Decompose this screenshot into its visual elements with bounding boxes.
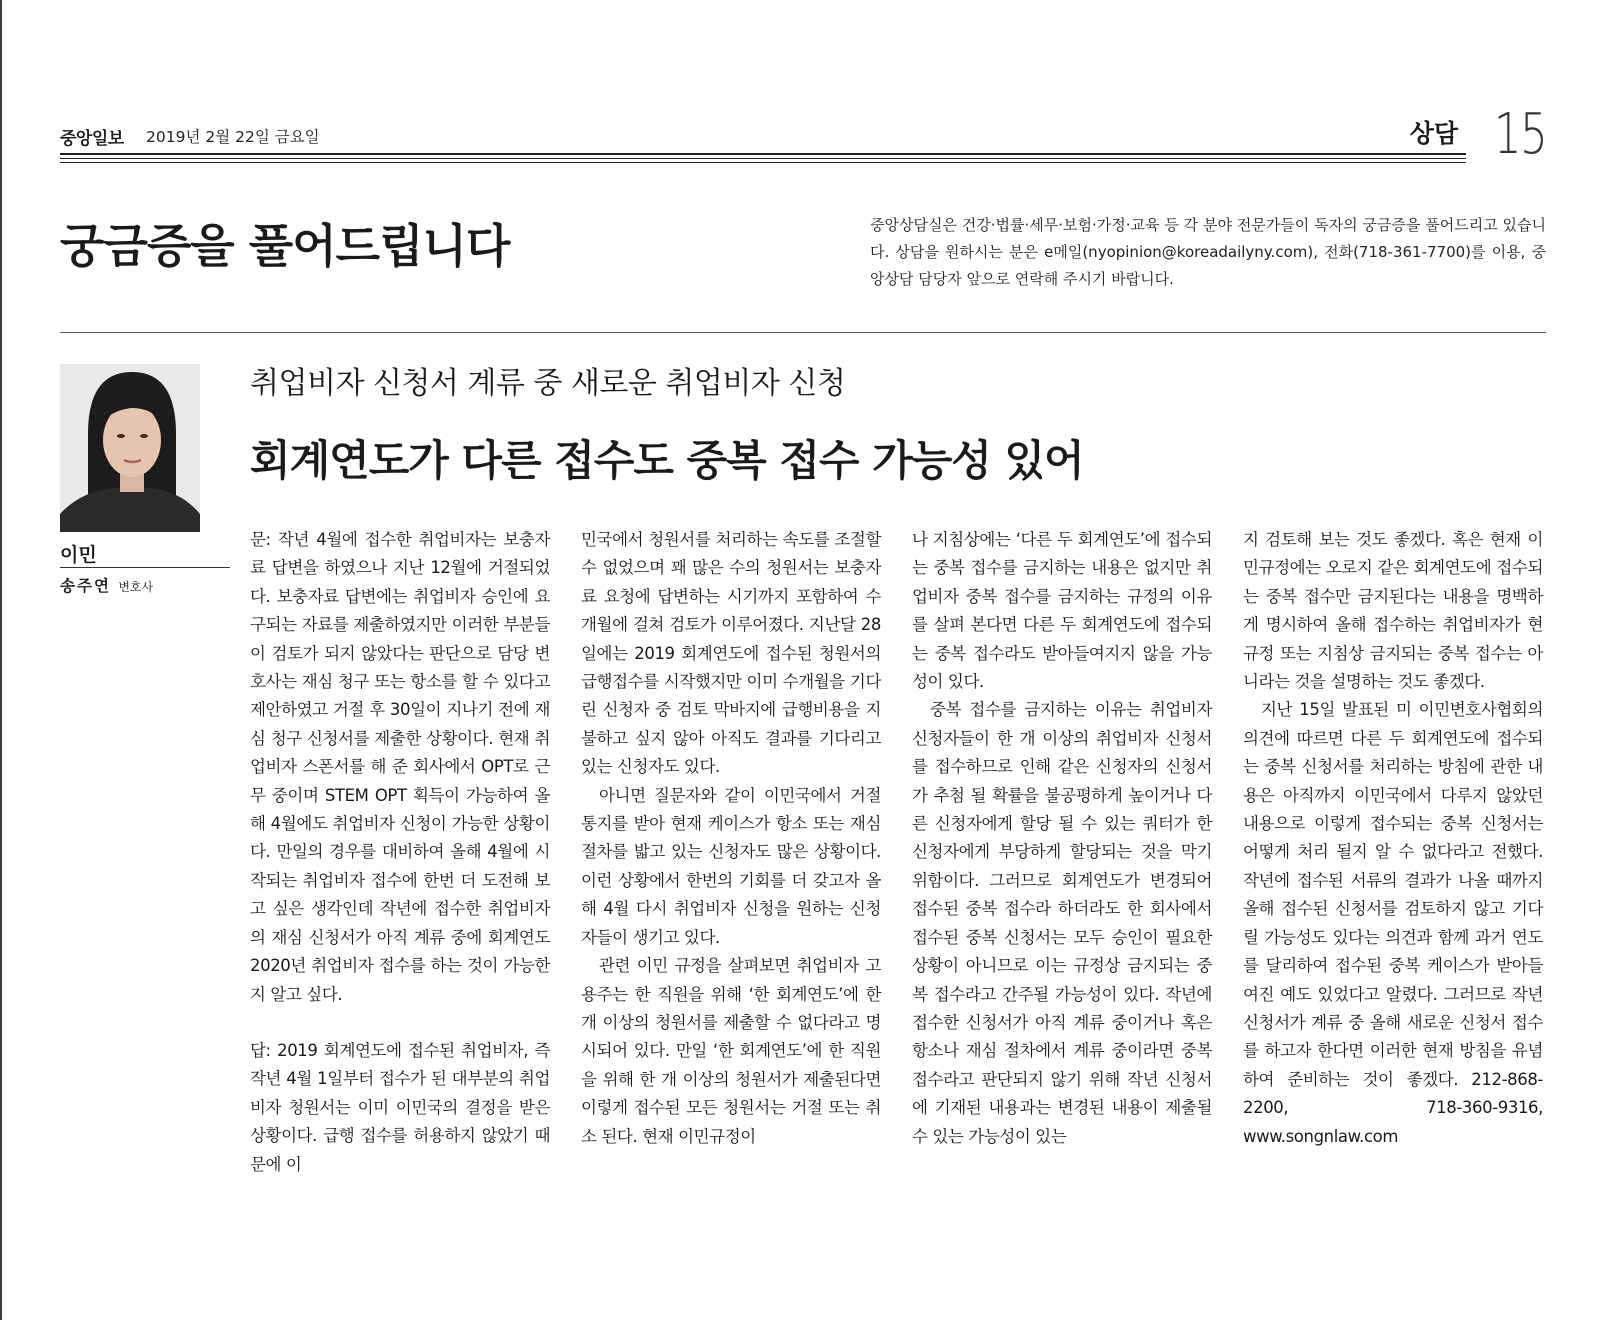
body-paragraph: 아니면 질문자와 같이 이민국에서 거절 통지를 받아 현재 케이스가 항소 또는 재심 절차를 밟고 있는 신청자도 많은 상황이다. 이런 상황에서 한번의 기회를 더 갖고자 올해 4월 다시 취업비자 신청을 원하는 신청자들이 생기고 있다. (581, 785, 881, 947)
section-divider (60, 332, 1546, 333)
section-description: 중앙상담실은 건강·법률·세무·보험·가정·교육 등 각 분야 전문가들이 독자의 궁금증을 풀어드리고 있습니다. 상담을 원하시는 분은 e메일(nyopinion@koreadailyny.com), 전화(718-361-7700)를 이용, 중앙상담 담당자 앞으로 연락해 주시기 바랍니다. (870, 216, 1546, 288)
body-paragraph: 지난 15일 발표된 미 이민변호사협회의 의견에 따르면 다른 두 회계연도에 접수되는 중복 신청서를 처리하는 방침에 관한 내용은 아직까지 이민국에서 다루지 않았던 내용으로 이렇게 접수되는 중복 신청서는 어떻게 처리 될지 알 수 없다라고 전했다. 작년에 접수된 서류의 결과가 나올 때까지 올해 접수된 신청서를 검토하지 않고 기다릴 가능성도 있다는 의견과 함께 과거 연도를 달리하여 접수된 중복 케이스가 받아들여진 예도 있었다고 알렸다. 그러므로 작년 신청서가 계류 중 올해 새로운 신청서 접수를 하고자 한다면 이러한 현재 방침을 유념하여 준비하는 것이 좋겠다. 212-868-2200, 718-360-9316, www.songnlaw.com (1243, 700, 1543, 1146)
body-paragraph: 관련 이민 규정을 살펴보면 취업비자 고용주는 한 직원을 위해 ‘한 회계연도’에 한 개 이상의 청원서를 제출할 수 없다라고 명시되어 있다. 만일 ‘한 회계연도’에 한 직원을 위해 한 개 이상의 청원서가 제출된다면 이렇게 접수된 모든 청원서는 거절 또는 취소 된다. 현재 이민규정이 (581, 956, 881, 1146)
article-category: 이민 (60, 544, 97, 566)
author-portrait-image (60, 364, 200, 532)
masthead-logo: 중앙일보 (60, 129, 124, 149)
issue-date: 2019년 2월 22일 금요일 (146, 128, 320, 146)
article-column-2 (581, 526, 881, 1151)
article-column-4 (1243, 526, 1543, 1151)
question-paragraph: 문: 작년 4월에 접수한 취업비자는 보충자료 답변을 하였으나 지난 12월에 거절되었다. 보충자료 답변에는 취업비자 승인에 요구되는 자료를 제출하였지만 이러한 부분들이 검토가 되지 않았다는 판단으로 담당 변호사는 재심 청구 또는 항소를 할 수 있다고 제안하였고 거절 후 30일이 지나기 전에 재심 청구 신청서를 제출한 상황이다. 현재 취업비자 스폰서를 해 준 회사에서 OPT로 근무 중이며 STEM OPT 획득이 가능하여 올해 4월에도 취업비자 신청이 가능한 상황이다. 만일의 경우를 대비하여 올해 4월에 시작되는 취업비자 접수에 한번 더 도전해 보고 싶은 생각인데 작년에 접수한 취업비자의 재심 신청서가 아직 계류 중에 회계연도 2020년 취업비자 접수를 하는 것이 가능한지 알고 싶다. (250, 530, 550, 1004)
article-headline: 회계연도가 다른 접수도 중복 접수 가능성 있어 (250, 436, 1084, 485)
header-rule-thin (60, 158, 1466, 159)
author-name: 송주연 (60, 577, 111, 595)
byline-rule (60, 567, 230, 568)
body-paragraph: 민국에서 청원서를 처리하는 속도를 조절할 수 없었으며 꽤 많은 수의 청원서는 보충자료 요청에 답변하는 시기까지 포함하여 수개월에 걸쳐 검토가 이루어졌다. 지난달 28일에는 2019 회계연도에 접수된 청원서의 급행접수를 시작했지만 이미 수개월을 기다린 신청자 중 검토 막바지에 급행비용을 지불하고 싶지 않아 아직도 결과를 기다리고 있는 신청자도 있다. (581, 530, 881, 777)
author-byline (60, 574, 153, 596)
article-column-3 (912, 526, 1212, 1151)
header-rule-thick (60, 153, 1466, 155)
page-number: 15 (1493, 102, 1546, 167)
header-rule-thin-2 (60, 162, 1466, 163)
author-role: 변호사 (118, 580, 154, 594)
section-label: 상담 (1409, 119, 1458, 148)
page-edge-line (0, 0, 2, 1320)
section-title: 궁금증을 풀어드립니다 (60, 219, 510, 273)
page-header (60, 102, 1546, 168)
article-subtitle: 취업비자 신청서 계류 중 새로운 취업비자 신청 (250, 366, 846, 401)
author-photo (60, 364, 200, 532)
article-column-1 (250, 526, 550, 1179)
answer-paragraph: 답: 2019 회계연도에 접수된 취업비자, 즉 작년 4월 1일부터 접수가 된 대부분의 취업비자 청원서는 이미 이민국의 결정을 받은 상황이다. 급행 접수를 허용하지 않았기 때문에 이 (250, 1040, 550, 1174)
body-paragraph: 나 지침상에는 ‘다른 두 회계연도’에 접수되는 중복 접수를 금지하는 내용은 없지만 취업비자 중복 접수를 금지하는 규정의 이유를 살펴 본다면 다른 두 회계연도에 접수되는 중복 접수라도 받아들여지지 않을 가능성이 있다. (912, 530, 1212, 692)
body-paragraph: 지 검토해 보는 것도 좋겠다. 혹은 현재 이민규정에는 오로지 같은 회계연도에 접수되는 중복 접수만 금지된다는 내용을 명백하게 명시하여 올해 접수하는 취업비자가 현 규정 또는 지침상 금지되는 중복 접수는 아니라는 것을 설명하는 것도 좋겠다. (1243, 530, 1543, 692)
body-paragraph: 중복 접수를 금지하는 이유는 취업비자 신청자들이 한 개 이상의 취업비자 신청서를 접수하므로 인해 같은 신청자의 신청서가 추첨 될 확률을 불공평하게 높이거나 다른 신청자에게 할당 될 수 있는 쿼터가 한 신청자에게 부당하게 할당되는 것을 막기 위함이다. 그러므로 회계연도가 변경되어 접수된 중복 접수라 하더라도 한 회사에서 접수된 중복 신청서는 모두 승인이 필요한 상황이 아니므로 이는 규정상 금지되는 중복 접수라고 간주될 가능성이 있다. 작년에 접수한 신청서가 아직 계류 중이거나 혹은 항소나 재심 절차에서 계류 중이라면 중복 접수라고 판단되지 않기 위해 작년 신청서에 기재된 내용과는 변경된 내용이 제출될 수 있는 가능성이 있는 (912, 700, 1212, 1146)
